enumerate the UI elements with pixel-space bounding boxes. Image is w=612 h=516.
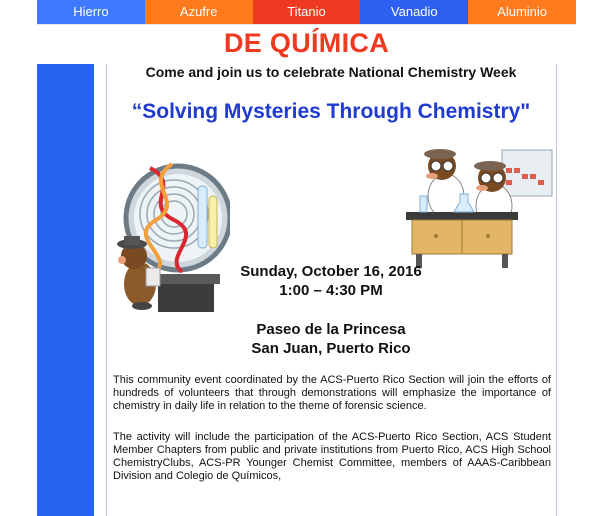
side-color-bar	[37, 64, 94, 516]
flyer-left-border	[106, 64, 107, 516]
participants-paragraph: The activity will include the participation of the ACS-Puerto Rico Section, ACS Student Member Chapters from public and private institutions from Puerto Rico, ACS High School ChemistryClubs, ACS-PR Younger Chemist Committee, members of AAAS-Caribbean Division and Colegio de Químicos,	[113, 431, 551, 482]
page-headline: DE QUÍMICA	[224, 28, 389, 58]
tab-aluminio[interactable]: Aluminio	[468, 0, 576, 24]
tab-titanio[interactable]: Titanio	[253, 0, 361, 24]
tab-azufre[interactable]: Azufre	[145, 0, 253, 24]
tab-hierro[interactable]: Hierro	[37, 0, 145, 24]
event-time: 1:00 – 4:30 PM	[279, 282, 383, 299]
event-description-paragraph: This community event coordinated by the ACS-Puerto Rico Section will join the efforts of hundreds of volunteers that through demonstrations will emphasize the importance of chemistry in daily life in relation to the theme of forensic science.	[113, 374, 551, 412]
flyer-theme-title: “Solving Mysteries Through Chemistry"	[131, 100, 531, 123]
event-venue-name: Paseo de la Princesa	[256, 321, 406, 338]
event-venue-city: San Juan, Puerto Rico	[251, 340, 411, 357]
mole-chemists-at-lab-bench-icon	[402, 140, 554, 270]
flyer-subtitle: Come and join us to celebrate National Chemistry Week	[145, 64, 517, 80]
flyer-right-border	[556, 64, 557, 516]
element-nav-bar	[37, 0, 576, 24]
tab-vanadio[interactable]: Vanadio	[360, 0, 468, 24]
header-divider	[37, 24, 576, 25]
event-date: Sunday, October 16, 2016	[240, 263, 422, 280]
